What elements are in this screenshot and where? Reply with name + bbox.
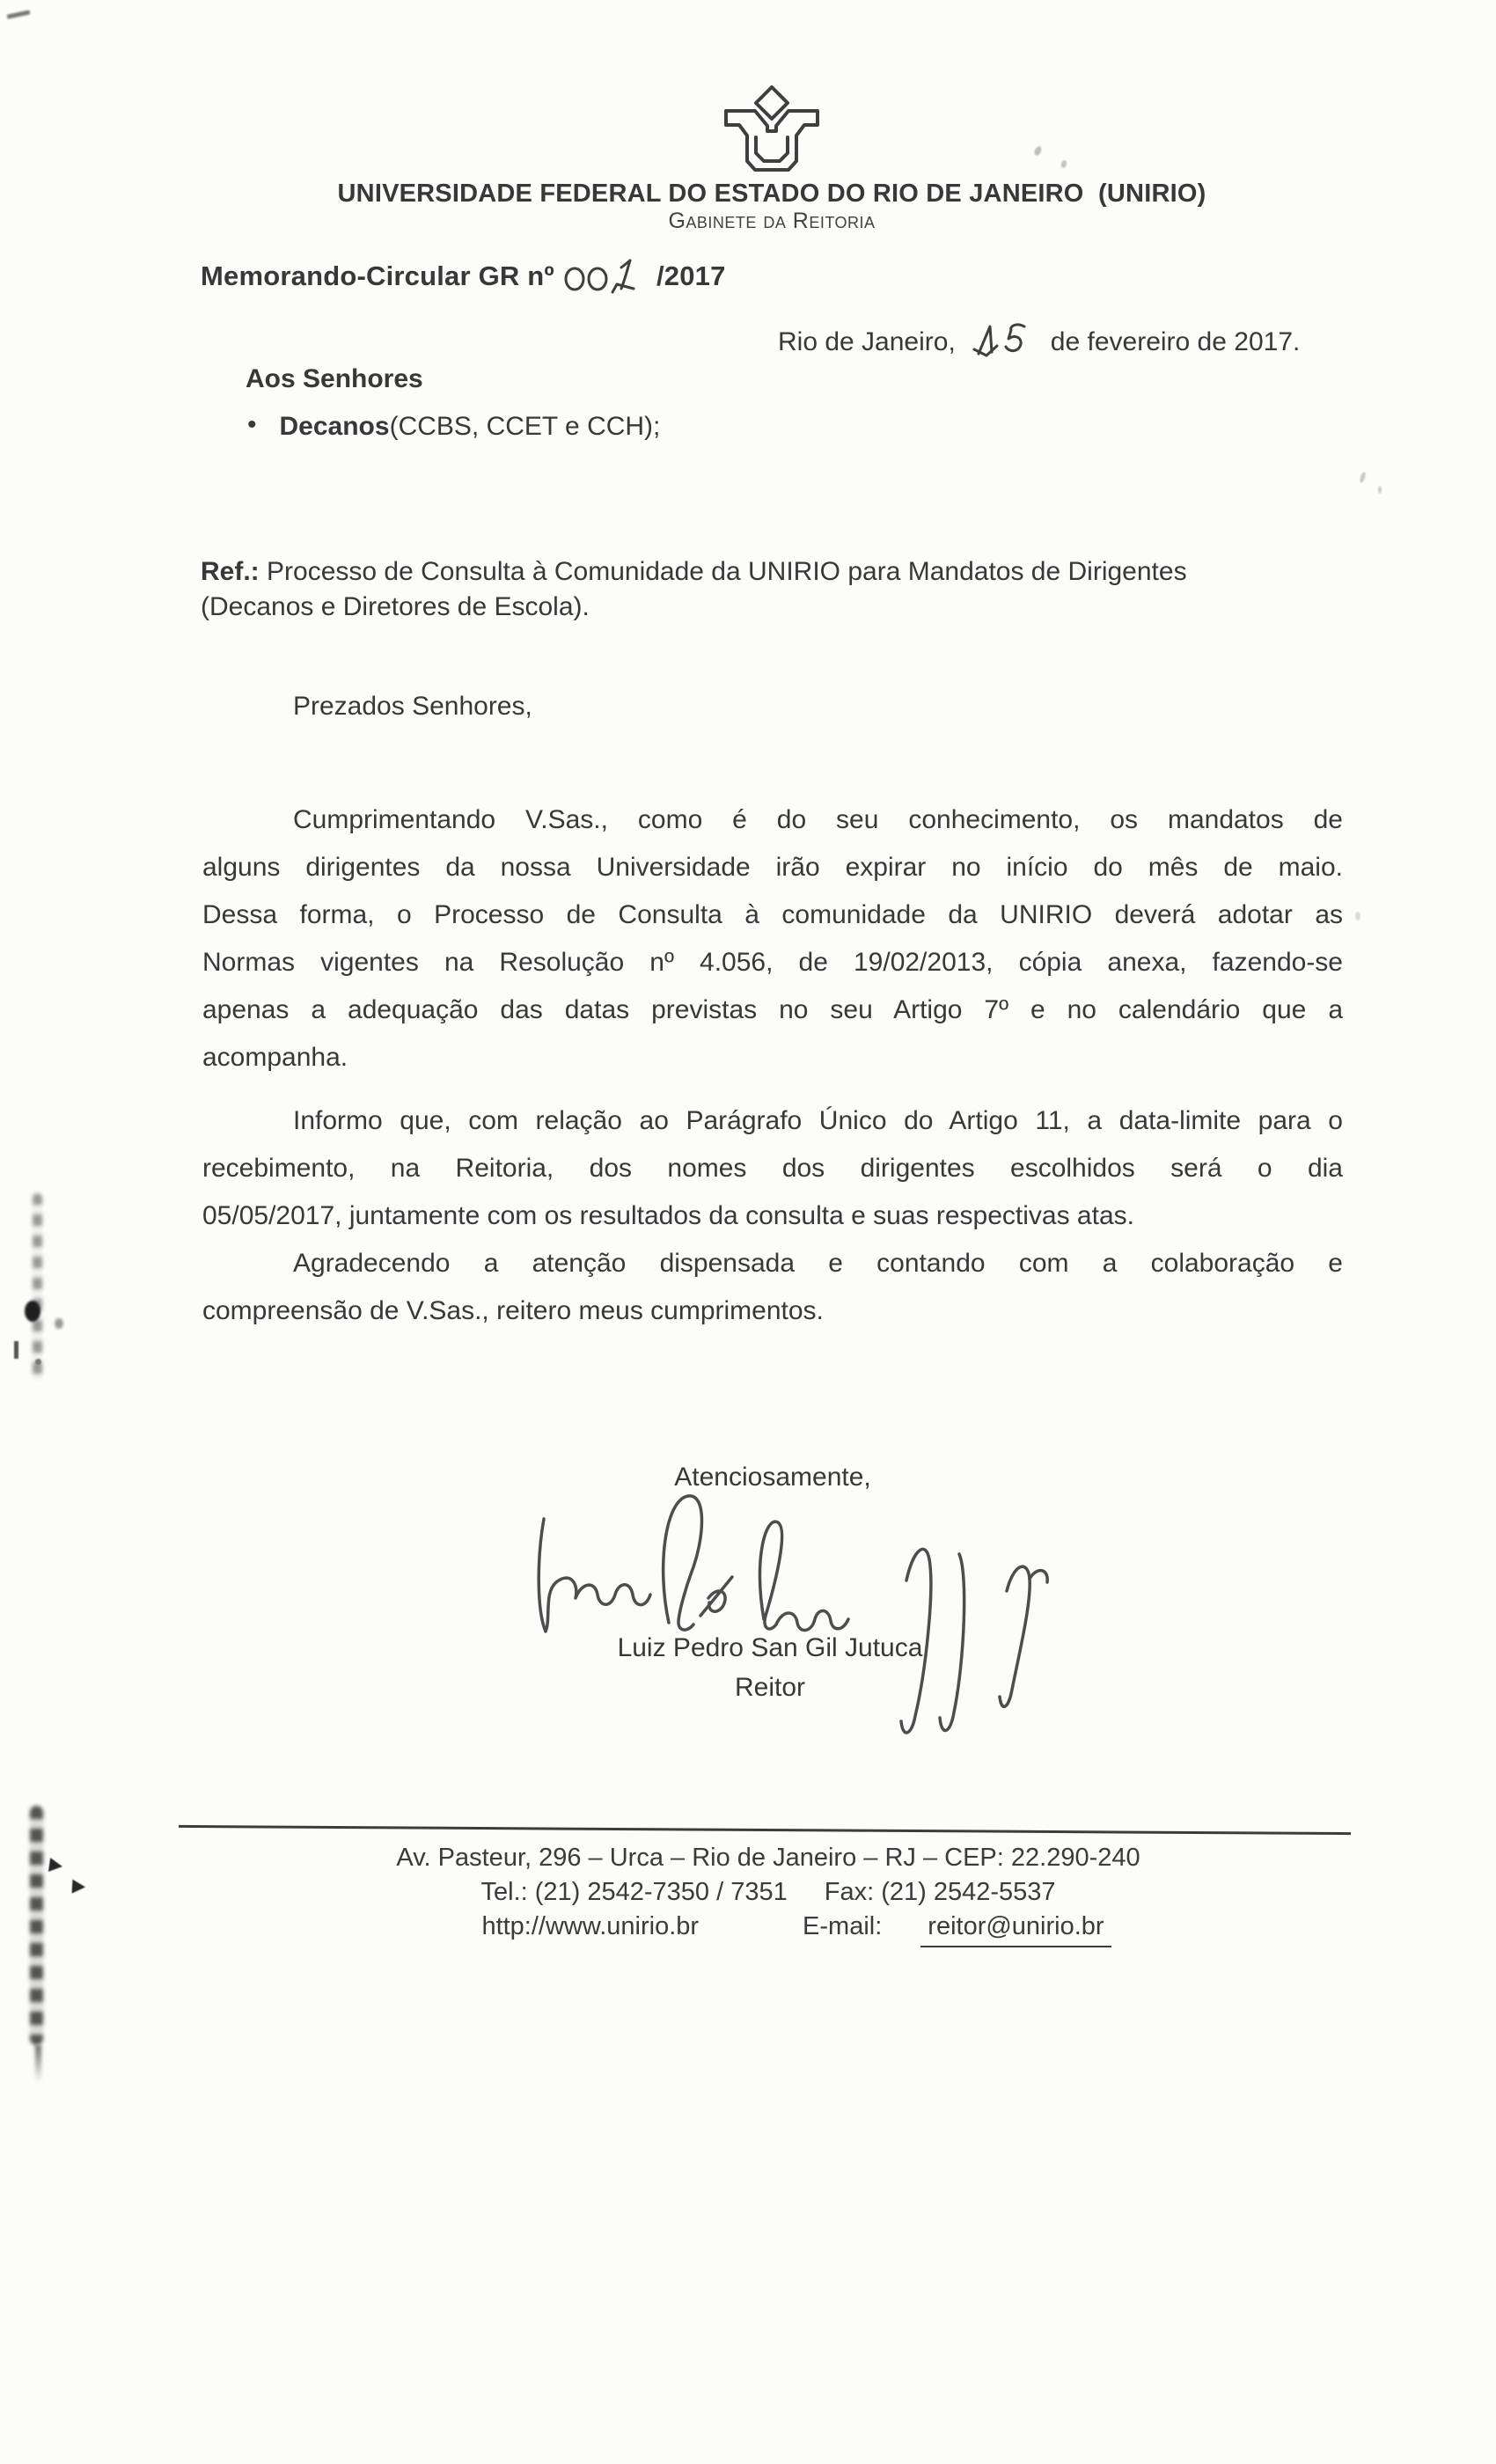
scan-artifact [1359,472,1367,484]
memo-year: /2017 [656,260,726,291]
scan-artifact [1060,159,1067,168]
footer-email-label: E-mail: [803,1912,883,1940]
salutation: Prezados Senhores, [293,692,532,721]
handwritten-signature [493,1485,1162,1749]
reference-line1: Ref.: Processo de Consulta à Comunidade da UNIRIO para Mandatos de Dirigentes [201,557,1187,586]
footer-phones [165,1875,1372,1910]
footer-block [165,1841,1372,1947]
body-line: recebimento, na Reitoria, dos nomes dos dirigentes escolhidos será o dia [202,1154,1343,1183]
scan-smudge-band [30,1806,43,2045]
footer-tel: Tel.: (21) 2542-7350 / 7351 [480,1878,788,1906]
bullet-icon: • [247,410,257,439]
scan-artifact [1355,912,1360,920]
scan-artifact [7,10,30,18]
closing-phrase: Atenciosamente, [674,1463,871,1492]
scan-artifact [48,1858,63,1874]
signer-name: Luiz Pedro San Gil Jutuca [617,1633,923,1662]
footer-email: reitor@unirio.br [920,1910,1111,1947]
office-name: Gabinete da Reitoria [668,209,876,233]
body-line: acompanha. [202,1043,348,1072]
footer-address: Av. Pasteur, 296 – Urca – Rio de Janeiro – RJ – CEP: 22.290-240 [396,1844,1140,1872]
recipient-role: Decanos [279,412,390,441]
footer-website: http://www.unirio.br [481,1912,700,1940]
reference-line2: (Decanos e Diretores de Escola). [201,592,590,621]
scan-artifact [1378,486,1382,494]
scan-artifact [14,1341,18,1359]
scan-artifact [55,1318,63,1329]
footer-fax: Fax: (21) 2542-5537 [824,1878,1056,1906]
footer-web-line [193,1910,1400,1947]
scan-artifact [1033,145,1043,157]
date-prefix: Rio de Janeiro, [778,327,956,356]
date-line [778,327,1300,364]
scan-smudge-band [33,1193,42,1380]
body-line: Cumprimentando V.Sas., como é do seu conhecimento, os mandatos de [293,805,1343,834]
body-line: compreensão de V.Sas., reitero meus cumprimentos. [202,1296,824,1325]
footer-divider [179,1825,1351,1835]
memo-label: Memorando-Circular GR nº [201,260,554,291]
body-line: alguns dirigentes da nossa Universidade irão expirar no início do mês de maio. [202,853,1343,882]
scan-artifact [35,2045,41,2082]
body-line: Normas vigentes na Resolução nº 4.056, de 19/02/2013, cópia anexa, fazendo-se [202,948,1343,977]
university-name: UNIVERSIDADE FEDERAL DO ESTADO DO RIO DE JANEIRO (UNIRIO) [337,180,1206,208]
reference-label: Ref.: [201,557,260,586]
unirio-logo-icon [723,84,820,174]
letter-body [202,796,1343,1335]
scan-artifact [72,1880,86,1895]
scan-artifact [35,1359,41,1365]
date-suffix: de fevereiro de 2017. [1050,327,1301,356]
recipient-detail: (CCBS, CCET e CCH); [389,412,661,441]
handwritten-memo-number [563,257,651,296]
reference-block [201,554,1349,625]
body-line: Informo que, com relação ao Parágrafo Único do Artigo 11, a data-limite para o [293,1106,1343,1135]
body-line: apenas a adequação das datas previstas no seu Artigo 7º e no calendário que a [202,995,1343,1024]
body-line: 05/05/2017, juntamente com os resultados da consulta e suas respectivas atas. [202,1201,1134,1230]
body-line: Dessa forma, o Processo de Consulta à comunidade da UNIRIO deverá adotar as [202,900,1343,929]
scan-artifact [25,1301,40,1322]
recipient-item [247,412,660,442]
handwritten-day [970,319,1038,364]
body-line: Agradecendo a atenção dispensada e contando com a colaboração e [293,1249,1343,1278]
memo-number-line [201,257,726,292]
recipients-heading: Aos Senhores [246,364,423,393]
signer-title: Reitor [734,1673,806,1702]
